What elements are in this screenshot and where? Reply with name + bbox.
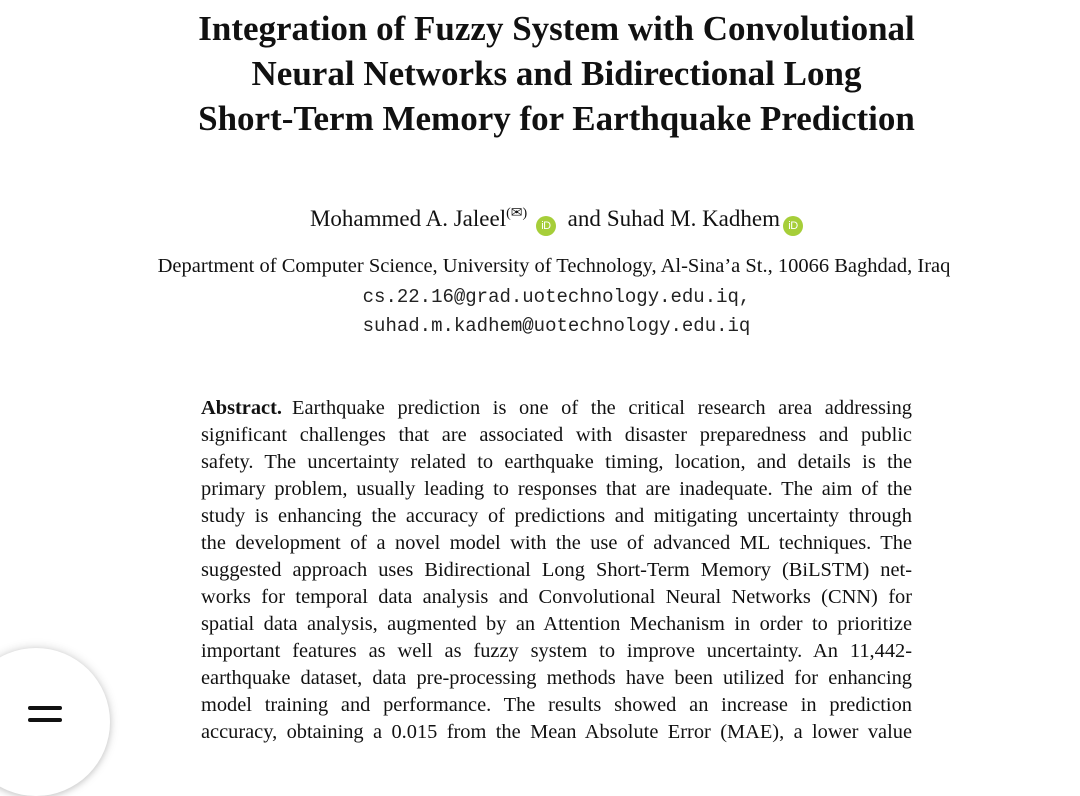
orcid-icon[interactable]: iD (536, 216, 556, 236)
abstract-line: primary problem, usually leading to responses that are inadequate. The aim of the (201, 478, 912, 500)
abstract (201, 395, 912, 746)
abstract-line: earthquake dataset, data pre-processing methods have been utilized for enhancing (201, 667, 912, 689)
author-name: Suhad M. Kadhem (606, 206, 780, 231)
corresponding-author-mark: (✉) (506, 206, 528, 221)
email-block (0, 283, 1080, 341)
affiliation: Department of Computer Science, University of Technology, Al-Sina’a St., 10066 Baghdad, Iraq (157, 255, 951, 277)
abstract-line: significant challenges that are associated with disaster preparedness and public (201, 424, 912, 446)
menu-button[interactable] (0, 648, 110, 796)
abstract-line: accuracy, obtaining a 0.015 from the Mean Absolute Error (MAE), a lower value (201, 721, 912, 743)
orcid-icon[interactable]: iD (783, 216, 803, 236)
abstract-line: the development of a novel model with the use of advanced ML techniques. The (201, 532, 912, 554)
paper-title (150, 6, 963, 141)
title-line: Integration of Fuzzy System with Convolutional (198, 9, 915, 48)
abstract-line: safety. The uncertainty related to earthquake timing, location, and details is the (201, 451, 912, 473)
abstract-line: suggested approach uses Bidirectional Long Short-Term Memory (BiLSTM) net- (201, 559, 912, 581)
abstract-line: spatial data analysis, augmented by an Attention Mechanism in order to prioritize (201, 613, 912, 635)
title-line: Short-Term Memory for Earthquake Prediction (198, 99, 915, 138)
abstract-line: model training and performance. The results showed an increase in prediction (201, 694, 912, 716)
author-conjunction: and (567, 206, 601, 231)
abstract-line: study is enhancing the accuracy of predictions and mitigating uncertainty through (201, 505, 912, 527)
abstract-line: works for temporal data analysis and Convolutional Neural Networks (CNN) for (201, 586, 912, 608)
abstract-text: Earthquake prediction is one of the critical research area addressing (291, 397, 912, 419)
author-line (0, 198, 1080, 236)
email-address[interactable]: suhad.m.kadhem@uotechnology.edu.iq (362, 315, 751, 337)
email-address[interactable]: cs.22.16@grad.uotechnology.edu.iq, (362, 286, 751, 308)
title-line: Neural Networks and Bidirectional Long (251, 54, 862, 93)
hamburger-menu-icon (28, 718, 62, 722)
author-name: Mohammed A. Jaleel (309, 206, 507, 231)
abstract-line (201, 395, 912, 422)
abstract-line: important features as well as fuzzy system to improve uncertainty. An 11,442- (201, 640, 912, 662)
abstract-label: Abstract. (201, 397, 282, 419)
hamburger-menu-icon (28, 706, 62, 710)
